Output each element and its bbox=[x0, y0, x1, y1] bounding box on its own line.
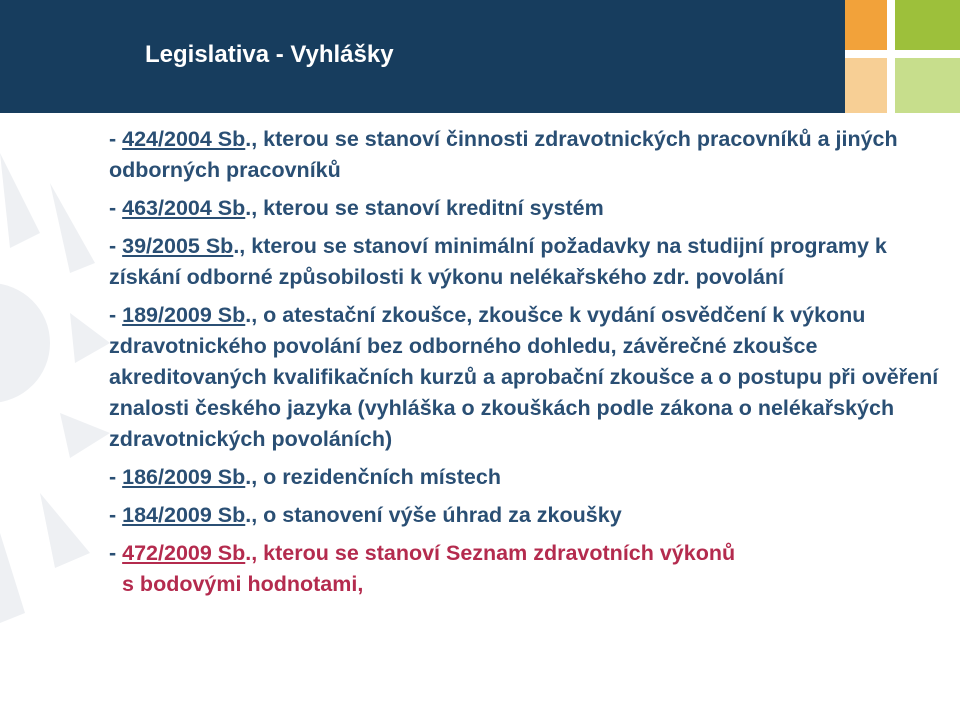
decree-link[interactable]: 189/2009 Sb bbox=[122, 303, 246, 327]
item-text: ., kterou se stanoví minimální požadavky na studijní programy k získání odborné způsobilosti k výkonu nelékařského zdr. povolání bbox=[109, 234, 887, 289]
item-dash: - bbox=[109, 127, 123, 151]
decree-list bbox=[109, 124, 939, 600]
decree-link[interactable]: 39/2005 Sb bbox=[122, 234, 234, 258]
item-continuation: s bodovými hodnotami, bbox=[122, 572, 364, 596]
item-dash: - bbox=[109, 465, 123, 489]
list-item bbox=[109, 124, 939, 186]
item-text: ., kterou se stanoví činnosti zdravotnických pracovníků a jiných odborných pracovníků bbox=[109, 127, 898, 182]
slide-title: Legislativa - Vyhlášky bbox=[145, 41, 394, 68]
decree-link[interactable]: 186/2009 Sb bbox=[122, 465, 246, 489]
list-item bbox=[109, 231, 939, 293]
title-bar bbox=[0, 0, 845, 113]
list-item bbox=[109, 300, 939, 455]
decree-link[interactable]: 463/2004 Sb bbox=[122, 196, 246, 220]
item-dash: - bbox=[109, 303, 123, 327]
decree-link[interactable]: 424/2004 Sb bbox=[122, 127, 246, 151]
list-item bbox=[109, 193, 939, 224]
item-dash: - bbox=[109, 541, 123, 565]
item-dash: - bbox=[109, 503, 123, 527]
decorative-squares bbox=[845, 0, 960, 120]
item-text: ., o stanovení výše úhrad za zkoušky bbox=[245, 503, 622, 527]
decree-link[interactable]: 184/2009 Sb bbox=[122, 503, 246, 527]
list-item bbox=[109, 462, 939, 493]
item-text: ., o atestační zkoušce, zkoušce k vydání osvědčení k výkonu zdravotnického povolání bez odborného dohledu, závěrečné zkoušce akreditovaných kvalifikačních kurzů a aprobační zkoušce a o postupu při ověření znalosti českého jazyka (vyhláška o zkouškách podle zákona o nelékařských zdravotnických povoláních) bbox=[109, 303, 939, 451]
decorative-sun-pattern bbox=[0, 113, 110, 716]
decree-link[interactable]: 472/2009 Sb bbox=[122, 541, 246, 565]
list-item-highlighted bbox=[109, 538, 939, 569]
item-text: ., kterou se stanoví kreditní systém bbox=[245, 196, 604, 220]
item-dash: - bbox=[109, 234, 123, 258]
item-dash: - bbox=[109, 196, 123, 220]
item-text: ., o rezidenčních místech bbox=[245, 465, 501, 489]
list-item bbox=[109, 500, 939, 531]
item-text: ., kterou se stanoví Seznam zdravotních výkonů bbox=[245, 541, 736, 565]
